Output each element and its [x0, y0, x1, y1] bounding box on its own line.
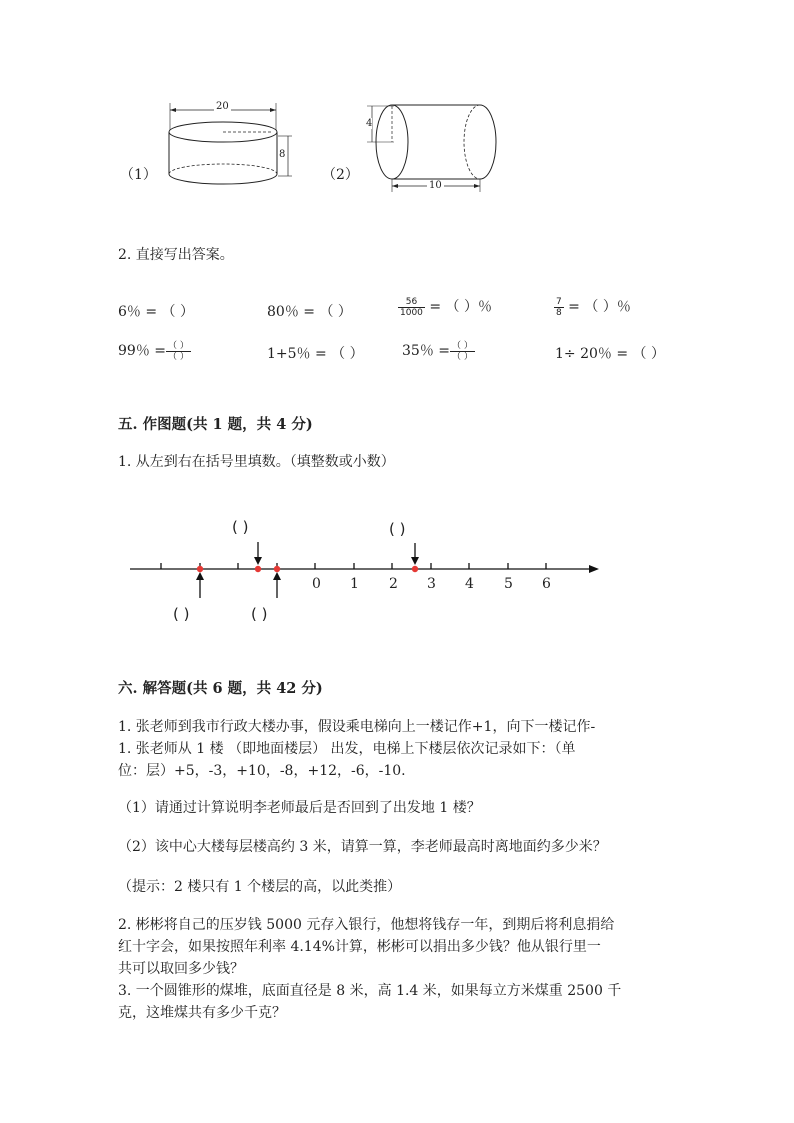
calc-80-percent: 80％ = （ ） — [267, 304, 352, 320]
problem-1-line-1: 1. 张老师到我市行政大楼办事，假设乘电梯向上一楼记作+1，向下一楼记作- — [118, 719, 596, 735]
problem-1-hint: （提示：2 楼只有 1 个楼层的高，以此类推） — [118, 879, 402, 895]
question-2-title: 2. 直接写出答案。 — [118, 247, 234, 263]
cylinder-2-side-dimension: 4 — [366, 118, 373, 129]
section-6-heading: 六. 解答题(共 6 题，共 42 分) — [118, 680, 323, 697]
figure-2-label: （2） — [322, 167, 359, 183]
problem-1-subquestion-1: （1）请通过计算说明李老师最后是否回到了出发地 1 楼？ — [118, 800, 481, 816]
tick-label-0: 0 — [312, 576, 321, 592]
calc-1-div-20-percent: 1÷ 20％ = （ ） — [555, 346, 665, 362]
problem-2-line-2: 红十字会，如果按照年利率 4.14%计算，彬彬可以捐出多少钱？他从银行里一 — [118, 939, 601, 955]
calc-1-plus-5-percent: 1+5％ = （ ） — [267, 346, 364, 362]
problem-3-line-1: 3. 一个圆锥形的煤堆，底面直径是 8 米，高 1.4 米，如果每立方米煤重 2500 千 — [118, 983, 622, 999]
problem-1-line-2: 1. 张老师从 1 楼 （即地面楼层） 出发，电梯上下楼层依次记录如下：（单 — [118, 741, 576, 757]
fraction: $\frac{56}{1000}$ — [400, 296, 423, 318]
number-line-blank-c: ( ) — [173, 605, 190, 623]
problem-2-line-1: 2. 彬彬将自己的压岁钱 5000 元存入银行，他想将钱存一年，到期后将利息捐给 — [118, 917, 615, 933]
calc-99-percent: 99％ = $\frac{( )}{( )}$ — [118, 340, 189, 362]
number-line-blank-b: ( ) — [389, 520, 406, 538]
fraction: $\frac{( )}{( )}$ — [452, 340, 473, 362]
problem-3-line-2: 克，这堆煤共有多少千克？ — [118, 1005, 286, 1021]
fraction: $\frac{7}{8}$ — [556, 296, 562, 318]
number-line-blank-d: ( ) — [251, 605, 268, 623]
problem-1-line-3: 位：层）+5，-3，+10，-8，+12，-6，-10. — [118, 763, 406, 779]
fraction: $\frac{( )}{( )}$ — [168, 340, 189, 362]
problem-2-line-3: 共可以取回多少钱？ — [118, 961, 244, 977]
tick-label-1: 1 — [350, 576, 359, 592]
calc-6-percent: 6％ = （ ） — [118, 304, 194, 320]
cylinder-1-side-dimension: 8 — [279, 149, 286, 160]
tick-label-6: 6 — [542, 576, 551, 592]
tick-label-2: 2 — [389, 576, 398, 592]
problem-1-subquestion-2: （2）该中心大楼每层楼高约 3 米，请算一算，李老师最高时离地面约多少米？ — [118, 839, 607, 855]
calc-7-over-8: $\frac{7}{8}$ = （ ）％ — [556, 296, 631, 318]
tick-label-3: 3 — [427, 576, 436, 592]
tick-label-4: 4 — [465, 576, 474, 592]
number-line-blank-a: ( ) — [232, 518, 249, 536]
calc-56-over-1000: $\frac{56}{1000}$ = （ ）％ — [400, 296, 492, 318]
section-5-heading: 五. 作图题(共 1 题，共 4 分) — [118, 416, 313, 433]
tick-label-5: 5 — [504, 576, 513, 592]
figure-1-label: （1） — [120, 167, 157, 183]
calc-35-percent: 35％ = $\frac{( )}{( )}$ — [402, 340, 473, 362]
cylinder-2-bottom-dimension: 10 — [429, 180, 442, 191]
number-line — [125, 538, 605, 604]
section-5-question-1: 1. 从左到右在括号里填数。（填整数或小数） — [118, 454, 395, 470]
cylinder-1-top-dimension: 20 — [216, 101, 229, 112]
